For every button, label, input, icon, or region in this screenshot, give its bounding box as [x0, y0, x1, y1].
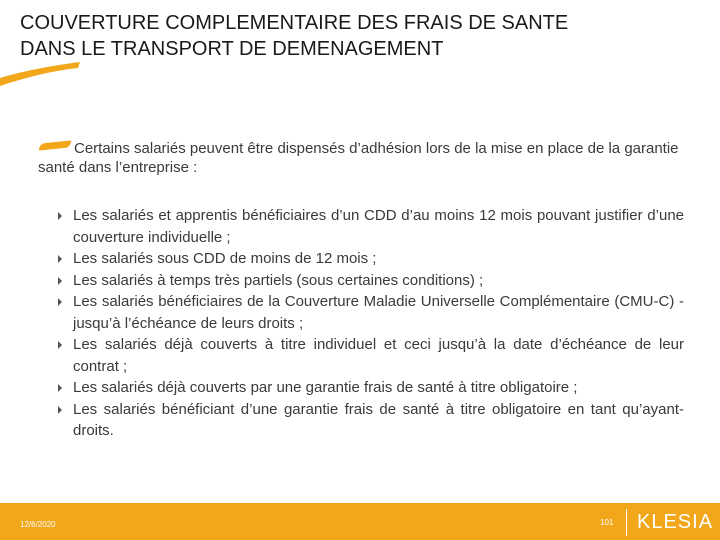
list-item: [58, 205, 684, 248]
slide-title-line-2: DANS LE TRANSPORT DE DEMENAGEMENT: [20, 38, 444, 60]
list-item-text: Les salariés sous CDD de moins de 12 mois ;: [73, 250, 377, 267]
list-item-text: Les salariés bénéficiaires de la Couverture Maladie Universelle Complémentaire (CMU-C) - jusqu’à l’échéance de leurs droits ;: [73, 293, 684, 332]
list-item-text: Les salariés et apprentis bénéficiaires d’un CDD d’au moins 12 mois pouvant justifier d’une couverture individuelle ;: [73, 207, 684, 246]
klesia-logo: KLESIA: [637, 511, 714, 533]
list-item: [58, 399, 684, 442]
list-item-text: Les salariés bénéficiant d’une garantie frais de santé à titre obligatoire en tant qu’ayant-droits.: [73, 400, 684, 439]
footer-bar: [0, 503, 720, 540]
list-item: [58, 334, 684, 377]
slide-title-line-1: COUVERTURE COMPLEMENTAIRE DES FRAIS DE SANTE: [20, 12, 569, 34]
triangle-right-icon: [58, 212, 62, 220]
list-item: [58, 248, 684, 270]
intro-text: Certains salariés peuvent être dispensés d’adhésion lors de la mise en place de la garantie santé dans l’entreprise :: [38, 140, 679, 176]
triangle-right-icon: [58, 298, 62, 306]
list-item-text: Les salariés à temps très partiels (sous certaines conditions) ;: [73, 271, 484, 289]
exemption-list: [58, 205, 684, 442]
orange-swoosh-icon: [0, 56, 82, 96]
list-item-text: Les salariés déjà couverts par une garantie frais de santé à titre obligatoire ;: [73, 379, 578, 396]
slide-title: [20, 10, 700, 62]
triangle-right-icon: [58, 384, 62, 392]
list-item: [58, 270, 684, 292]
triangle-right-icon: [58, 255, 62, 263]
footer-divider: [626, 509, 627, 536]
page-number: 101: [600, 518, 614, 527]
intro-paragraph: [38, 139, 680, 177]
triangle-right-icon: [58, 341, 62, 349]
list-item-text: Les salariés déjà couverts à titre individuel et ceci jusqu’à la date d’échéance de leur contrat ;: [73, 336, 684, 375]
triangle-right-icon: [58, 277, 62, 285]
orange-dash-icon: [39, 140, 72, 150]
list-item: [58, 291, 684, 334]
triangle-right-icon: [58, 406, 62, 414]
list-item: [58, 377, 684, 399]
footer-date: 12/6/2020: [20, 520, 56, 529]
